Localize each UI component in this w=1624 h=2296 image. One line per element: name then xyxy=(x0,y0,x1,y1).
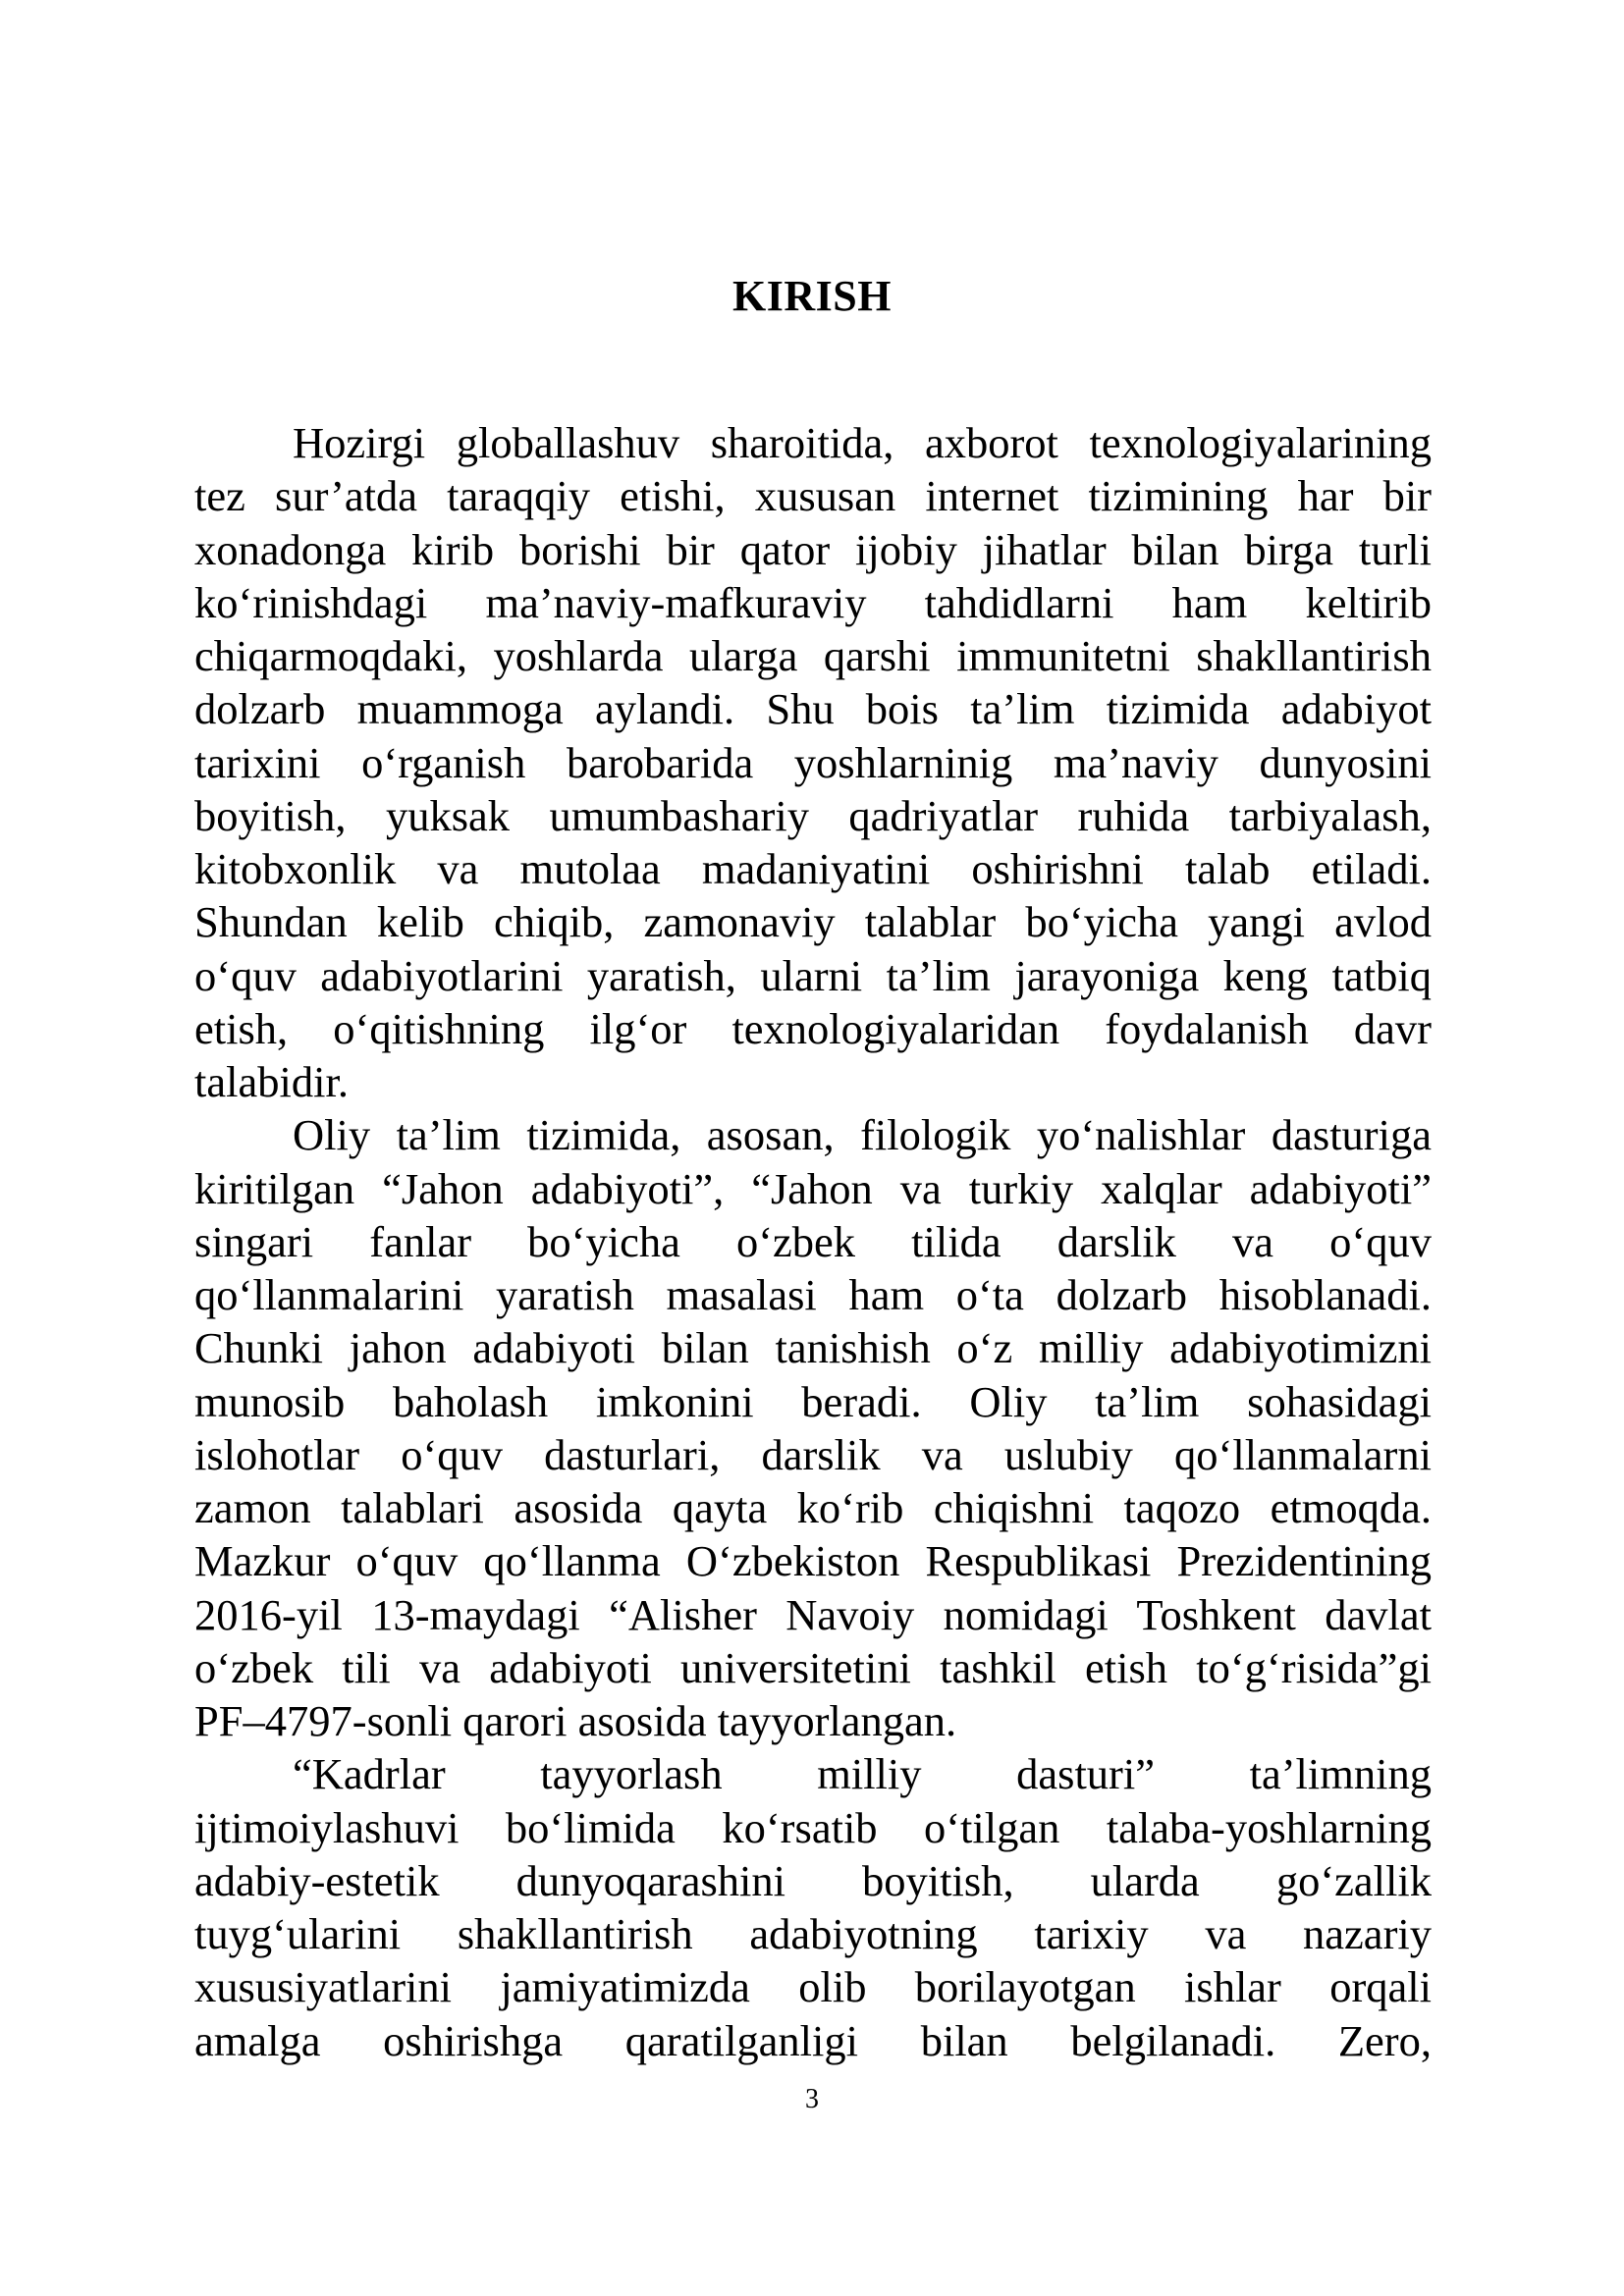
text-line: 2016-yil 13-maydagi “Alisher Navoiy nomidagi Toshkent davlat xyxy=(194,1589,1432,1639)
text-line: PF–4797-sonli qarori asosida tayyorlangan. xyxy=(194,1696,957,1745)
text-line: kiritilgan “Jahon adabiyoti”, “Jahon va turkiy xalqlar adabiyoti” xyxy=(194,1163,1432,1213)
text-line: xususiyatlarini jamiyatimizda olib borilayotgan ishlar orqali xyxy=(194,1962,1432,2012)
text-line: munosib baholash imkonini beradi. Oliy ta’lim sohasidagi xyxy=(194,1376,1432,1426)
text-line: talabidir. xyxy=(194,1057,349,1106)
text-line: ko‘rinishdagi ma’naviy-mafkuraviy tahdidlarni ham keltirib xyxy=(194,577,1432,627)
text-line: Oliy ta’lim tizimida, asosan, filologik yo‘nalishlar dasturiga xyxy=(293,1110,1432,1160)
text-line: ijtimoiylashuvi bo‘limida ko‘rsatib o‘tilgan talaba-yoshlarning xyxy=(194,1802,1432,1852)
text-line: qo‘llanmalarini yaratish masalasi ham o‘ta dolzarb hisoblanadi. xyxy=(194,1270,1432,1319)
text-line: o‘quv adabiyotlarini yaratish, ularni ta’lim jarayoniga keng tatbiq xyxy=(194,950,1432,1000)
text-line: zamon talablari asosida qayta ko‘rib chiqishni taqozo etmoqda. xyxy=(194,1483,1432,1532)
text-line: tez sur’atda taraqqiy etishi, xususan internet tizimining har bir xyxy=(194,471,1432,521)
text-line: Mazkur o‘quv qo‘llanma O‘zbekiston Respublikasi Prezidentining xyxy=(194,1536,1432,1586)
page-number: 3 xyxy=(805,2084,819,2114)
page-title: KIRISH xyxy=(732,272,892,320)
text-line: Shundan kelib chiqib, zamonaviy talablar bo‘yicha yangi avlod xyxy=(194,897,1432,947)
text-line: adabiy-estetik dunyoqarashini boyitish, ularda go‘zallik xyxy=(194,1855,1432,1905)
text-line: xonadonga kirib borishi bir qator ijobiy jihatlar bilan birga turli xyxy=(194,524,1432,574)
text-line: tuyg‘ularini shakllantirish adabiyotning tarixiy va nazariy xyxy=(194,1909,1432,1958)
text-line: singari fanlar bo‘yicha o‘zbek tilida darslik va o‘quv xyxy=(194,1216,1432,1266)
text-line: amalga oshirishga qaratilganligi bilan belgilanadi. Zero, xyxy=(194,2015,1432,2065)
text-line: islohotlar o‘quv dasturlari, darslik va uslubiy qo‘llanmalarni xyxy=(194,1429,1432,1479)
text-line: dolzarb muammoga aylandi. Shu bois ta’lim tizimida adabiyot xyxy=(194,684,1432,734)
text-line: Chunki jahon adabiyoti bilan tanishish o‘z milliy adabiyotimizni xyxy=(194,1323,1432,1373)
text-line: o‘zbek tili va adabiyoti universitetini tashkil etish to‘g‘risida”gi xyxy=(194,1642,1432,1692)
text-line: chiqarmoqdaki, yoshlarda ularga qarshi immunitetni shakllantirish xyxy=(194,631,1432,680)
text-line: kitobxonlik va mutolaa madaniyatini oshirishni talab etiladi. xyxy=(194,844,1432,893)
text-line: boyitish, yuksak umumbashariy qadriyatlar ruhida tarbiyalash, xyxy=(194,790,1432,840)
body-text xyxy=(194,416,1432,2067)
text-line: etish, o‘qitishning ilg‘or texnologiyalaridan foydalanish davr xyxy=(194,1003,1432,1053)
text-line: Hozirgi globallashuv sharoitida, axborot texnologiyalarining xyxy=(293,418,1432,467)
text-line: tarixini o‘rganish barobarida yoshlarninig ma’naviy dunyosini xyxy=(194,737,1432,787)
text-line: “Kadrlar tayyorlash milliy dasturi” ta’limning xyxy=(293,1749,1432,1799)
